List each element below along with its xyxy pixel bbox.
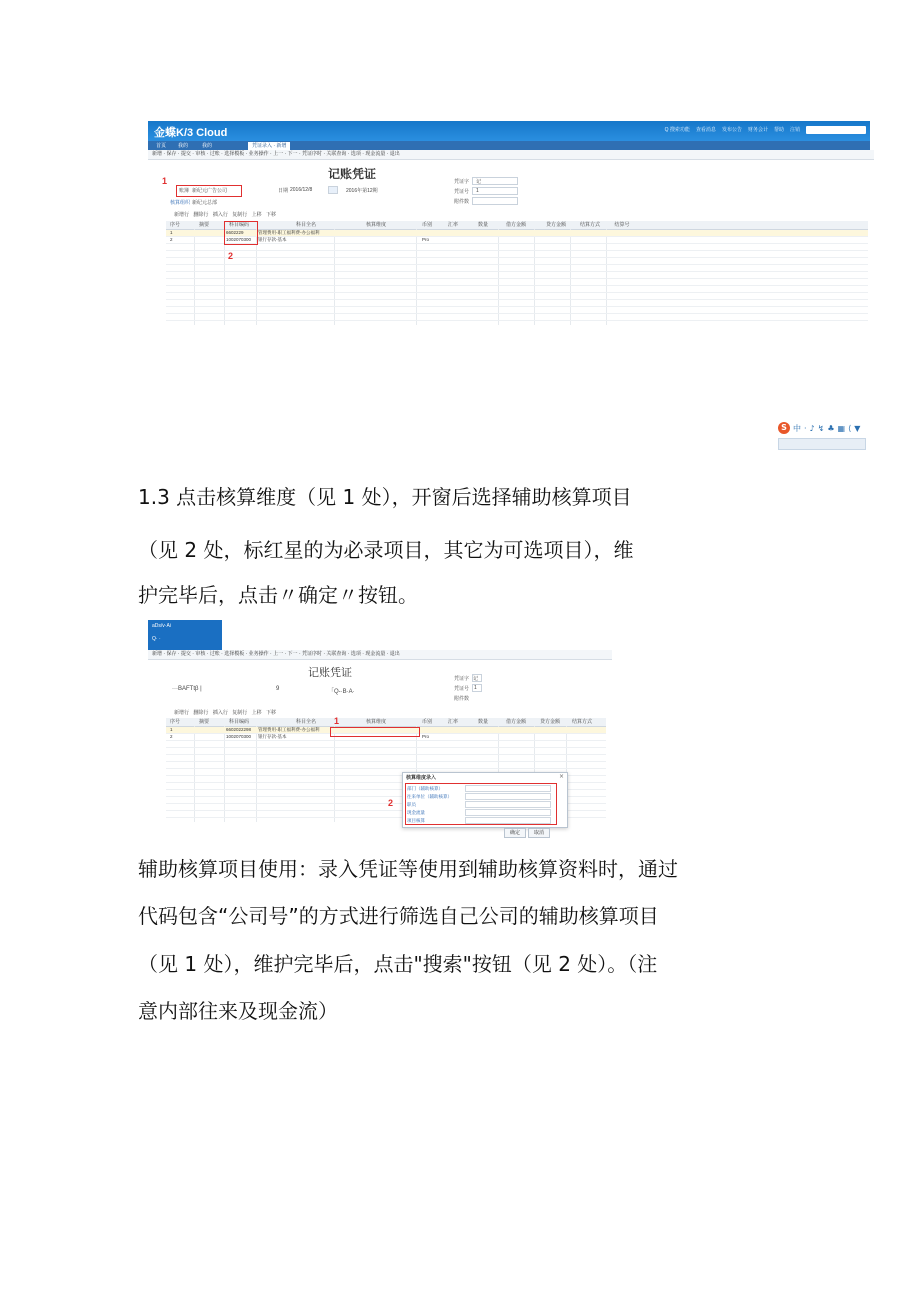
row-action[interactable]: 复制行 <box>232 710 248 716</box>
dialog-field-label: 项目核算 <box>407 818 425 823</box>
top-nav-item[interactable]: 发布公告 <box>721 127 742 133</box>
row-action[interactable]: 复制行 <box>232 212 248 218</box>
sogou-logo-icon[interactable]: S <box>778 422 790 434</box>
word-value: 记 <box>476 179 482 185</box>
col-header: 结算号 <box>614 222 630 228</box>
col-header: 科目编码 <box>228 222 249 228</box>
dialog-field-input[interactable] <box>465 793 551 800</box>
row-name: 银行存款-基本 <box>258 237 287 242</box>
book-label: 账簿 <box>179 188 190 194</box>
col-header: 币别 <box>421 222 432 228</box>
top-nav-item[interactable]: 注销 <box>789 127 800 133</box>
attach-label: 附件数 <box>454 199 470 205</box>
col-header: 借方金额 <box>505 719 526 725</box>
popup-menu <box>148 620 222 650</box>
skin-icon[interactable]: ♣ <box>827 423 835 433</box>
col-header: 核算维度 <box>365 222 386 228</box>
top-nav <box>665 126 866 134</box>
cancel-button[interactable]: 取消 <box>528 828 550 838</box>
table-row[interactable] <box>166 272 868 279</box>
dialog-field-row <box>407 801 553 808</box>
app-header <box>148 121 870 141</box>
toolbar[interactable]: 新增 · 保存 · 提交 · 审核 · 过账 · 选择模板 · 业务操作 · 上一 · 下一 · 凭证序时 · 关联查询 · 选项 · 现金流量 · 退出 <box>148 650 612 660</box>
dialog-field-label: 往来单位（辅助核算） <box>407 794 452 799</box>
grid-header <box>166 221 868 230</box>
row-seq: 2 <box>170 237 173 242</box>
dialog-field-label: 现金流量 <box>407 810 425 815</box>
calendar-icon[interactable] <box>328 186 338 194</box>
row-seq: 1 <box>170 727 173 732</box>
dialog-field-label: 职员 <box>407 802 416 807</box>
dialog-field-input[interactable] <box>465 809 551 816</box>
dialog-field-label: 部门（辅助核算） <box>407 786 443 791</box>
col-header: 数量 <box>477 719 488 725</box>
marker-1: 1 <box>162 176 168 186</box>
marker-2: 2 <box>388 798 394 808</box>
col-header: 科目编码 <box>228 719 249 725</box>
dialog-field-input[interactable] <box>465 817 551 824</box>
org-value[interactable]: 新纪元总部 <box>192 200 218 206</box>
table-row[interactable] <box>166 265 868 272</box>
table-row[interactable] <box>166 293 868 300</box>
no-label: 凭证号 <box>454 189 470 195</box>
chevron-down-icon[interactable]: ▼ <box>854 423 861 433</box>
no-value: 1 <box>476 188 479 194</box>
row-currency: Pro <box>422 734 430 739</box>
dialog-field-row <box>407 785 553 792</box>
row-seq: 1 <box>170 230 173 235</box>
toolbar[interactable]: 新增 · 保存 · 提交 · 审核 · 过账 · 选择模板 · 业务操作 · 上一 · 下一 · 凭证序时 · 关联查询 · 选项 · 现金流量 · 退出 <box>148 150 874 160</box>
top-nav-item[interactable]: Q 搜索功能 <box>664 127 690 133</box>
voucher-title: 记账凭证 <box>308 666 352 679</box>
paragraph-2-line-4: 意内部往来及现金流） <box>138 999 338 1023</box>
table-row[interactable] <box>166 237 868 244</box>
section-1-3-line-3: 护完毕后，点击〃确定〃按钮。 <box>138 583 418 607</box>
input-method-toolbar <box>778 420 866 450</box>
arrow-icon[interactable]: ⟨ <box>848 423 852 433</box>
top-nav-item[interactable]: 查看消息 <box>695 127 716 133</box>
col-header: 贷方金额 <box>545 222 566 228</box>
row-seq: 2 <box>170 734 173 739</box>
highlight-account-code <box>224 221 258 245</box>
row-action[interactable]: 下移 <box>266 710 277 716</box>
accounting-dimension-dialog <box>402 772 568 828</box>
top-nav-item[interactable]: 帮助 <box>773 127 784 133</box>
row-action[interactable]: 上移 <box>251 212 262 218</box>
row-action[interactable]: 新增行 <box>174 212 190 218</box>
keyboard-icon[interactable]: ↯ <box>817 423 825 433</box>
table-row[interactable] <box>166 279 868 286</box>
ok-button[interactable]: 确定 <box>504 828 526 838</box>
dialog-field-input[interactable] <box>465 801 551 808</box>
word-value: 记 <box>473 676 479 682</box>
col-header: 核算维度 <box>365 719 386 725</box>
date-label: 日期 <box>278 188 289 194</box>
attach-label: 附件数 <box>454 696 470 702</box>
table-row[interactable] <box>166 258 868 265</box>
table-row[interactable] <box>166 230 868 237</box>
table-row[interactable] <box>166 300 868 307</box>
book-value[interactable]: 新纪元广告公司 <box>192 188 228 194</box>
org-label: 核算组织 <box>170 200 191 206</box>
row-action[interactable]: 删除行 <box>193 710 209 716</box>
table-row[interactable] <box>166 251 868 258</box>
voucher-entry-screenshot-2 <box>148 620 608 836</box>
no-value: 1 <box>474 685 477 691</box>
popup-menu-item[interactable]: Q· · <box>152 636 161 642</box>
word-label: 凭证字 <box>454 676 470 682</box>
dialog-field-row <box>407 809 553 816</box>
row-code[interactable]: 1002070300 <box>226 734 252 739</box>
table-row[interactable] <box>166 748 606 755</box>
row-code[interactable]: 6602229 <box>226 230 244 235</box>
col-header: 结算方式 <box>579 222 600 228</box>
dialog-field-row <box>407 793 553 800</box>
dialog-title: 核算维度录入 <box>406 775 437 781</box>
row-name: 管理费用-职工福利费-办公福利 <box>258 727 320 732</box>
punctuation-icon[interactable]: · <box>804 423 807 433</box>
col-header: 借方金额 <box>505 222 526 228</box>
col-header: 序号 <box>169 719 180 725</box>
row-name: 银行存款-基本 <box>258 734 287 739</box>
search-input[interactable] <box>806 126 866 134</box>
chinese-mode-icon[interactable]: 中 <box>793 423 801 433</box>
table-row[interactable] <box>166 244 868 251</box>
period-text: 2016年第12期 <box>346 188 378 194</box>
marker-1: 1 <box>334 716 340 726</box>
row-action[interactable]: 插入行 <box>212 212 228 218</box>
col-header: 科目全名 <box>295 222 316 228</box>
top-nav-item[interactable]: 财务会计 <box>747 127 768 133</box>
table-row[interactable] <box>166 307 868 314</box>
date-value[interactable]: 2016/12/8 <box>290 187 313 193</box>
col-header: 贷方金额 <box>539 719 560 725</box>
section-1-3-line-1: 1.3 点击核算维度（见 1 处），开窗后选择辅助核算项目 <box>138 485 632 509</box>
col-header: 汇率 <box>447 222 458 228</box>
highlight-accounting-dimension[interactable] <box>330 727 420 737</box>
voice-icon[interactable]: ♪ <box>809 423 815 433</box>
row-action[interactable]: 新增行 <box>174 710 190 716</box>
ime-icons <box>778 420 866 436</box>
ime-candidate-bar <box>778 438 866 450</box>
popup-menu-item[interactable]: aDs/v·Ai <box>152 623 171 629</box>
col-header: 币别 <box>421 719 432 725</box>
row-name: 管理费用-职工福利费-办公福利 <box>258 230 320 235</box>
col-header: 科目全名 <box>295 719 316 725</box>
row-action[interactable]: 下移 <box>266 212 277 218</box>
no-label: 凭证号 <box>454 686 470 692</box>
dialog-field-row <box>407 817 553 824</box>
table-row[interactable] <box>166 286 868 293</box>
voucher-entry-screenshot-1 <box>148 121 870 326</box>
garbled-text-left: ···BAFTtβ | <box>172 686 202 692</box>
row-actions[interactable] <box>174 709 276 716</box>
row-code[interactable]: 6602022298 <box>226 727 252 732</box>
row-actions[interactable] <box>174 211 276 218</box>
col-header: 汇率 <box>447 719 458 725</box>
voucher-grid <box>166 221 868 325</box>
row-action[interactable]: 删除行 <box>193 212 209 218</box>
paragraph-2-line-2: 代码包含“公司号”的方式进行筛选自己公司的辅助核算项目 <box>138 904 659 928</box>
row-action[interactable]: 插入行 <box>212 710 228 716</box>
tab-voucher-entry[interactable]: 凭证录入 · 新增 <box>248 142 290 150</box>
close-icon[interactable]: × <box>558 773 564 780</box>
tab-home[interactable]: 首页 <box>156 143 167 149</box>
voucher-title: 记账凭证 <box>328 167 377 181</box>
tab-mine-2[interactable]: 我的 <box>202 143 213 149</box>
col-header: 数量 <box>477 222 488 228</box>
toolbox-icon[interactable]: ▦ <box>837 423 846 433</box>
dialog-field-input[interactable] <box>465 785 551 792</box>
col-header: 摘要 <box>198 719 209 725</box>
grid-header <box>166 718 606 727</box>
attach-input[interactable] <box>472 197 518 205</box>
marker-2: 2 <box>228 251 234 261</box>
tab-bar <box>148 141 870 150</box>
garbled-text-mid: 9 <box>276 686 280 692</box>
garbled-text-right: 「Q-·B·A· <box>328 689 355 695</box>
tab-mine[interactable]: 我的 <box>178 143 189 149</box>
row-currency: Pro <box>422 237 430 242</box>
row-code[interactable]: 1002070300 <box>226 237 252 242</box>
app-logo: 金蝶K/3 Cloud <box>154 127 228 139</box>
paragraph-2-line-3: （见 1 处），维护完毕后，点击"搜索"按钮（见 2 处）。（注 <box>138 952 658 976</box>
col-header: 结算方式 <box>571 719 592 725</box>
table-row[interactable] <box>166 762 606 769</box>
table-row[interactable] <box>166 755 606 762</box>
col-header: 摘要 <box>198 222 209 228</box>
word-label: 凭证字 <box>454 179 470 185</box>
row-action[interactable]: 上移 <box>251 710 262 716</box>
table-row[interactable] <box>166 741 606 748</box>
paragraph-2-line-1: 辅助核算项目使用：录入凭证等使用到辅助核算资料时，通过 <box>138 857 678 881</box>
col-header: 序号 <box>169 222 180 228</box>
table-row[interactable] <box>166 314 868 321</box>
section-1-3-line-2: （见 2 处，标红星的为必录项目，其它为可选项目），维 <box>138 538 634 562</box>
